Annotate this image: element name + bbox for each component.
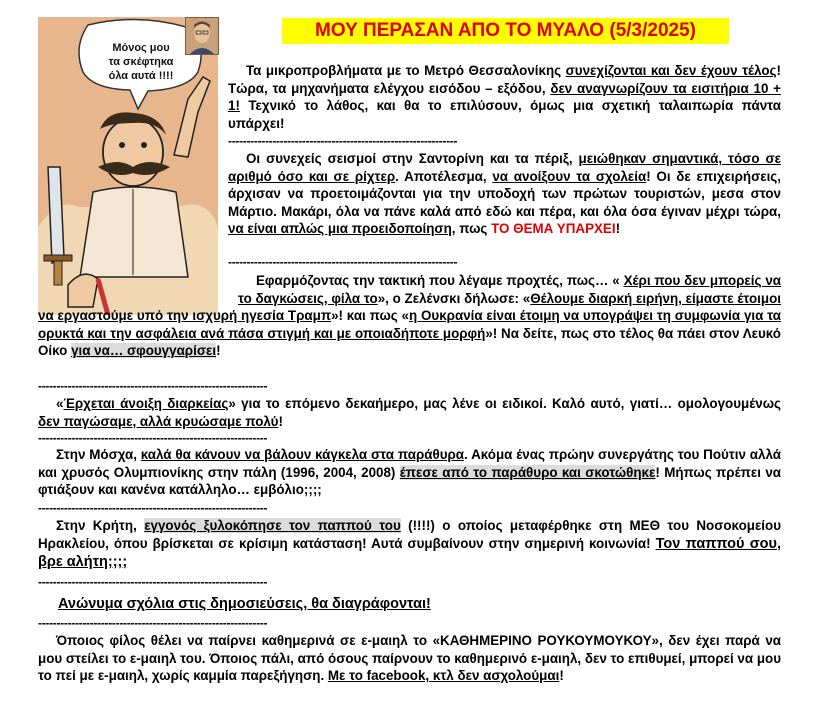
text-run: », ο Ζελένσκι δήλωσε: «	[377, 290, 531, 306]
separator-line: --------------------------------------------------------------	[38, 617, 268, 629]
text-run: Εφαρμόζοντας την τακτική που λέγαμε προχτές, πως… «	[256, 273, 624, 288]
text-run: . Ακόμα ένας πρώην συνεργάτης του Πούτιν αλλά και χρυσός Ολυμπιονίκης στην πάλη (1996, 2004, 2008)	[38, 447, 781, 480]
paragraph-subscription	[38, 632, 781, 685]
text-run: μειώθηκαν σημαντικά, τόσο σε αριθμό όσο και σε ρίχτερ	[228, 151, 781, 184]
text-run: Τον παππού σου, βρε αλήτη;;;;	[38, 535, 781, 570]
text-run: , πως	[451, 221, 492, 236]
cartoon-illustration	[38, 17, 218, 315]
text-run: Όποιος φίλος θέλει να παίρνει καθημερινά σε ε-μαιηλ το «ΚΑΘΗΜΕΡΙΝΟ ΡΟΥΚΟΥΜΟΥΚΟΥ», δεν έχει παρά να μου στείλει το ε-μαιηλ του. Όποιος πάλι, από όσους παίρνουν το καθημερινό ε-μαιηλ, δεν το επιθυμεί, μπορεί να μου το πεί με ε-μαιηλ, χωρίς καμμία παρεξήγηση.	[38, 633, 781, 683]
text-run: δεν παγώσαμε, αλλά κρυώσαμε πολύ	[38, 413, 279, 429]
text-run: δεν αναγνωρίζουν τα εισιτήρια 10 + 1!	[228, 80, 781, 113]
text-run: Θέλουμε διαρκή ειρήνη, είμαστε έτοιμοι να εργαστούμε υπό την ισχυρή ηγεσία Τραμπ	[38, 290, 781, 323]
separator-line: --------------------------------------------------------------	[38, 432, 268, 444]
float-spacer	[38, 272, 238, 306]
text-run: Οι συνεχείς σεισμοί στην Σαντορίνη και τα πέριξ,	[246, 151, 579, 166]
text-run: !	[216, 343, 221, 358]
text-run: ! Τώρα, τα μηχανήματα ελέγχου εισόδου – εξόδου,	[228, 63, 781, 96]
paragraph-metro	[228, 62, 781, 132]
text-run: Στην Μόσχα,	[56, 447, 141, 462]
text-run: . Αποτέλεσμα,	[395, 168, 493, 184]
text-run: ! Μήπως πρέπει να φτιάξουν και κανένα κατάλληλο… εμβόλιο;;;;	[38, 464, 781, 497]
text-run: Τεχνικό το λάθος, και θα το επιλύσουν, όμως μια σχετική ταλαιπωρία πάντα υπάρχει!	[228, 98, 781, 131]
paragraph-zelensky	[38, 272, 781, 360]
text-run: η Ουκρανία είναι έτοιμη να υπογράψει τη συμφωνία για τα ορυκτά και την ασφάλεια ανά πάσα στιγμή και με οποιαδήποτε μορφή	[38, 308, 781, 341]
text-run: Χέρι που δεν μπορείς να το δαγκώσεις, φίλα το	[238, 273, 782, 306]
text-run: συνεχίζονται και δεν έχουν τέλος	[565, 63, 777, 78]
separator-line: --------------------------------------------------------------	[38, 576, 268, 588]
separator-line: --------------------------------------------------------------	[228, 135, 458, 147]
paragraph-crete	[38, 517, 781, 572]
separator-line: --------------------------------------------------------------	[228, 256, 458, 268]
text-run: για να… σφουγγαρίσει	[71, 343, 217, 358]
speech-bubble-line: τα σκέφτηκα	[108, 56, 174, 68]
text-run: Έρχεται άνοιξη διαρκείας	[63, 396, 229, 411]
page-title: ΜΟΥ ΠΕΡΑΣΑΝ ΑΠΟ ΤΟ ΜΥΑΛΟ (5/3/2025)	[282, 18, 729, 44]
text-run: να είναι απλώς μια προειδοποίηση	[228, 221, 452, 236]
text-run: Στην Κρήτη,	[56, 518, 145, 533]
paragraph-santorini	[228, 150, 781, 238]
text-run: »! και πως «	[331, 308, 410, 323]
text-run: »! Να δείτε, πως στο τέλος θα πάει στον Λευκό Οίκο	[38, 325, 781, 358]
text-run: Τα μικροπροβλήματα με το Μετρό Θεσσαλονίκης	[246, 63, 566, 78]
speech-bubble-line: όλα αυτά !!!!	[108, 70, 174, 82]
text-run: !	[615, 221, 621, 236]
text-run: » για το επόμενο δεκαήμερο, μας λένε οι ειδικοί. Καλό αυτό, γιατί… ομολογουμένως	[228, 396, 781, 411]
anonymous-comments-notice: Ανώνυμα σχόλια στις δημοσιεύσεις, θα διαγράφονται!	[58, 596, 431, 612]
text-run: εγγονός ξυλοκόπησε τον παππού του	[144, 518, 401, 533]
text-run: !	[559, 668, 564, 683]
separator-line: --------------------------------------------------------------	[38, 502, 268, 514]
text-run: !	[278, 413, 283, 429]
text-run: (!!!!) ο οποίος μεταφέρθηκε στη ΜΕΘ του Νοσοκομείου Ηρακλείου, όπου βρίσκεται σε κρίσιμη κατάσταση! Αυτά συμβαίνουν στην σημερινή κοινωνία!	[38, 518, 781, 551]
text-run: Με το facebook, κτλ δεν ασχολούμαι	[327, 668, 560, 683]
text-run: να ανοίξουν τα σχολεία	[492, 168, 647, 184]
speech-bubble	[86, 41, 196, 83]
text-run: ! Οι δε επιχειρήσεις, άρχισαν να προετοιμάζονται για την υποδοχή των πρώτων τουριστών, μεσα στον Μάρτιο. Μακάρι, όλα να πάνε καλά από εδώ και πέρα, και όλα όσα έγιναν μέχρι τώρα,	[228, 168, 781, 219]
text-run: «	[56, 396, 64, 411]
speech-bubble-line: Μόνος μου	[112, 42, 170, 54]
text-run: έπεσε από το παράθυρο και σκοτώθηκε	[399, 464, 656, 480]
text-run: καλά θα κάνουν να βάλουν κάγκελα στα παράθυρα	[140, 447, 465, 462]
author-photo	[185, 17, 219, 55]
separator-line: --------------------------------------------------------------	[38, 380, 268, 392]
text-run: ΤΟ ΘΕΜΑ ΥΠΑΡΧΕΙ	[491, 221, 616, 236]
paragraph-moscow	[38, 446, 781, 499]
paragraph-spring	[38, 395, 781, 430]
author-photo-drawing	[186, 18, 218, 54]
